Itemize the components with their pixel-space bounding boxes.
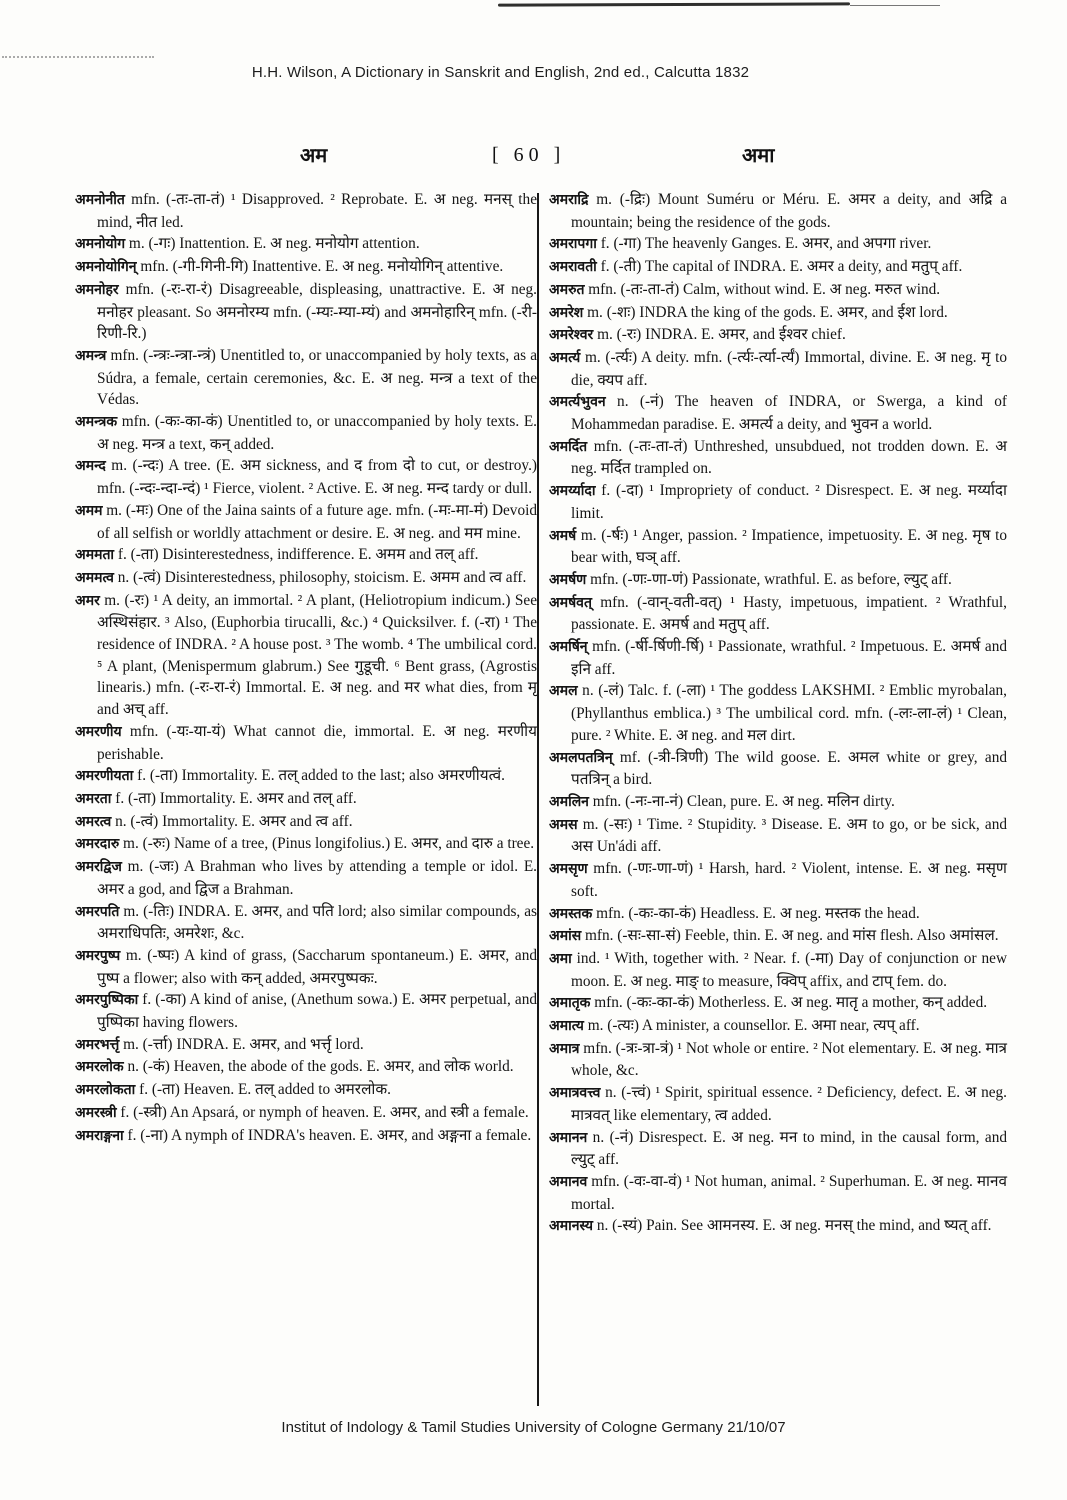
dictionary-entry <box>75 345 537 411</box>
entry-body: n. (-स्यं) Pain. See आमनस्य. E. अ neg. मनस् the mind, and ष्यत् aff. <box>593 1217 992 1235</box>
entry-headword: अममता <box>75 547 115 564</box>
entry-headword: अमात्र <box>549 1040 580 1057</box>
scan-artifact-line-thin <box>850 5 940 6</box>
entry-headword: अमरत्व <box>75 813 112 830</box>
entry-headword: अमांस <box>549 928 582 945</box>
entry-body: mfn. (-सः-सा-सं) Feeble, thin. E. अ neg. and मांस flesh. Also अमांसल. <box>581 927 999 945</box>
dictionary-entry <box>549 436 1007 480</box>
entry-headword: अमर्ष <box>549 527 577 544</box>
entry-body: mfn. (-यः-या-यं) What cannot die, immortal. E. अ neg. मरणीय perishable. <box>97 722 537 763</box>
dictionary-entry <box>549 925 1007 948</box>
entry-headword: अमरेश्वर <box>549 327 594 344</box>
entry-body: n. (-कं) Heaven, the abode of the gods. E. अमर, and लोक world. <box>123 1058 514 1076</box>
entry-headword: अमरदारु <box>75 836 120 853</box>
entry-headword: अमात्रवत्त्व <box>549 1085 601 1102</box>
entry-body: mfn. (-तः-ता-तं) Calm, without wind. E. अ neg. मरुत wind. <box>584 280 941 298</box>
entry-headword: अमरापगा <box>549 236 597 253</box>
dictionary-entry <box>75 567 537 590</box>
dictionary-entry <box>75 1056 537 1079</box>
entry-headword: अमनोनीत <box>75 192 125 208</box>
dictionary-entry <box>75 1125 537 1148</box>
dictionary-entry <box>549 324 1007 347</box>
entry-headword: अमरणीयता <box>75 768 134 785</box>
dictionary-entry <box>75 411 537 455</box>
dictionary-entry <box>549 747 1007 791</box>
entry-body: n. (-त्वं) Disinterestedness, philosophy, stoicism. E. अमम and त्व aff. <box>113 568 527 586</box>
entry-body: m. (-र्षः) ¹ Anger, passion. ² Impatience, impetuosity. E. अ neg. मृष to bear with, घञ् aff. <box>571 526 1007 567</box>
entry-body: n. (-नं) Disrespect. E. अ neg. मन to mind, in the causal form, and ल्युट् aff. <box>571 1128 1007 1169</box>
entry-headword: अमातृक <box>549 995 591 1012</box>
entry-body: mfn. (-तः-ता-तं) ¹ Disapproved. ² Reprobate. E. अ neg. मनस् the mind, नीत led. <box>97 191 537 231</box>
entry-body: mfn. (-कः-का-कं) Motherless. E. अ neg. मातृ a mother, कन् added. <box>590 994 988 1012</box>
dictionary-entry <box>549 992 1007 1015</box>
entry-headword: अमराद्रि <box>549 192 589 208</box>
dictionary-entry <box>75 233 537 256</box>
entry-body: mfn. (-वान्-वती-वत्) ¹ Hasty, impetuous, impatient. ² Wrathful, passionate. E. अमर्ष and मतुप् aff. <box>571 593 1007 634</box>
entry-body: m. (-न्दः) A tree. (E. अम sickness, and द from दो to cut, or destroy.) mfn. (-न्दः-न्दा-न्दं) ¹ Fierce, violent. ² Active. E. अ neg. मन्द tardy or dull. <box>97 457 537 498</box>
dictionary-entry <box>75 765 537 788</box>
entry-headword: अमर्षण <box>549 571 587 588</box>
dictionary-entry <box>549 569 1007 592</box>
entry-headword: अमर्त्य <box>549 349 581 366</box>
entry-body: f. (-का) A kind of anise, (Anethum sowa.) E. अमर perpetual, and पुष्पिका having flowers. <box>97 991 537 1032</box>
dictionary-entry <box>75 989 537 1033</box>
entry-headword: अमरद्विज <box>75 859 122 876</box>
dictionary-entry <box>75 279 537 345</box>
entry-body: mfn. (-गी-गिनी-गि) Inattentive. E. अ neg. मनोयोगिन् attentive. <box>136 258 504 276</box>
entry-headword: अमलपतत्रिन् <box>549 749 613 766</box>
entry-body: m. (-जः) A Brahman who lives by attending a temple or idol. E. अमर a god, and द्विज a Brahman. <box>97 858 537 898</box>
entry-body: mfn. (-णः-णा-णं) ¹ Harsh, hard. ² Violent, intense. E. अ neg. मसृण soft. <box>571 860 1007 900</box>
entry-headword: अमरणीय <box>75 723 122 740</box>
entry-headword: अमर्य्यादा <box>549 483 596 500</box>
entry-headword: अमन्त्र <box>75 347 107 364</box>
entry-body: n. (-त्त्वं) ¹ Spirit, spiritual essence. ² Deficiency, defect. E. अ neg. मात्रवत् like elementary, त्व added. <box>571 1084 1007 1124</box>
dictionary-entry <box>549 302 1007 325</box>
dictionary-entry <box>549 347 1007 391</box>
dictionary-entry <box>75 189 537 233</box>
entry-body: m. (-र्त्यः) A deity. mfn. (-र्त्यः-र्त्या-र्त्यं) Immortal, divine. E. अ neg. मृ to die, क्यप aff. <box>571 348 1007 389</box>
dictionary-entry <box>549 903 1007 926</box>
entry-headword: अमरेश <box>549 304 584 321</box>
entry-body: m. (-रुः) Name of a tree, (Pinus longifolius.) E. अमर, and दारु a tree. <box>119 835 535 853</box>
entry-body: mfn. (-कः-का-कं) Unentitled to, or unaccompanied by holy texts. E. अ neg. मन्त्र a text, कन् added. <box>97 413 537 453</box>
entry-body: mfn. (-त्रः-त्रा-त्रं) ¹ Not whole or entire. ² Not elementary. E. अ neg. मात्र whole, &c. <box>571 1039 1007 1080</box>
dictionary-entry <box>75 590 537 721</box>
dictionary-entry <box>75 833 537 856</box>
entry-headword: अमर्षिन् <box>549 639 588 656</box>
entry-body: mf. (-त्री-त्रिणी) The wild goose. E. अमल white or grey, and पतत्रिन् a bird. <box>571 748 1007 789</box>
dictionary-entry <box>549 1127 1007 1171</box>
entry-headword: अमनोयोगिन् <box>75 259 137 276</box>
entry-body: m. (-द्रिः) Mount Suméru or Méru. E. अमर a deity, and अद्रि a mountain; being the residence of the gods. <box>571 191 1007 231</box>
dictionary-entry <box>549 592 1007 636</box>
dictionary-entry <box>549 256 1007 279</box>
dictionary-entry <box>549 791 1007 814</box>
entry-body: mfn. (-र्षी-र्षिणी-र्षि) ¹ Passionate, wrathful. ² Impetuous. E. अमर्ष and इनि aff. <box>571 638 1007 678</box>
dictionary-entry <box>75 256 537 279</box>
entry-headword: अमानन <box>549 1129 588 1146</box>
dictionary-entry <box>75 1079 537 1102</box>
scan-artifact-dashes <box>2 56 154 58</box>
entry-body: m. (-शः) INDRA the king of the gods. E. अमर, and ईश lord. <box>583 303 948 321</box>
entry-body: m. (-सः) ¹ Time. ² Stupidity. ³ Disease. E. अम to go, or be sick, and अस Un'ádi aff. <box>571 815 1007 856</box>
entry-body: f. (-ता) Immortality. E. अमर and तल् aff. <box>111 789 357 807</box>
entry-headword: अमरस्त्री <box>75 1104 117 1121</box>
dictionary-entry <box>549 1215 1007 1238</box>
left-catchword: अम <box>300 143 328 167</box>
entry-body: mfn. (-कः-का-कं) Headless. E. अ neg. मस्तक the head. <box>592 904 920 922</box>
entry-body: mfn. (-वः-वा-वं) ¹ Not human, animal. ² Superhuman. E. अ neg. मानव mortal. <box>571 1172 1007 1213</box>
entry-headword: अमरुत <box>549 281 585 298</box>
dictionary-entry <box>75 455 537 499</box>
dictionary-entry <box>75 811 537 834</box>
dictionary-entry <box>549 1171 1007 1215</box>
dictionary-entry <box>75 500 537 544</box>
entry-headword: अमा <box>549 950 572 967</box>
dictionary-entry <box>549 391 1007 435</box>
entry-body: mfn. (-नः-ना-नं) Clean, pure. E. अ neg. मलिन dirty. <box>588 792 895 810</box>
column-divider <box>537 193 539 1406</box>
entry-body: mfn. (-तः-ता-तं) Unthreshed, unsubdued, not trodden down. E. अ neg. मर्दित trampled on. <box>571 437 1007 478</box>
page-number: [ 60 ] <box>492 144 566 166</box>
entry-headword: अमानव <box>549 1173 588 1190</box>
dictionary-entry <box>549 1015 1007 1038</box>
entry-headword: अमनोयोग <box>75 236 126 253</box>
entry-body: f. (-दा) ¹ Impropriety of conduct. ² Disrespect. E. अ neg. मर्य्यादा limit. <box>571 482 1007 522</box>
entry-headword: अमन्त्रक <box>75 414 118 431</box>
entry-headword: अमराङ्गना <box>75 1127 124 1144</box>
right-catchword: अमा <box>742 143 775 167</box>
entry-headword: अमरपुष्प <box>75 947 121 964</box>
entry-body: m. (-त्यः) A minister, a counsellor. E. अमा near, त्यप् aff. <box>583 1017 920 1035</box>
dictionary-entry <box>75 901 537 945</box>
entry-body: f. (-गा) The heavenly Ganges. E. अमर, and अपगा river. <box>596 235 932 253</box>
entry-headword: अमन्द <box>75 458 106 475</box>
scan-header-title: H.H. Wilson, A Dictionary in Sanskrit and English, 2nd ed., Calcutta 1832 <box>251 64 750 81</box>
entry-headword: अमस <box>549 816 578 833</box>
dictionary-entry <box>549 279 1007 302</box>
entry-body: m. (-गः) Inattention. E. अ neg. मनोयोग attention. <box>125 235 420 253</box>
entry-headword: अमर्दित <box>549 438 588 455</box>
entry-body: m. (-तिः) INDRA. E. अमर, and पति lord; also similar compounds, as अमराधिपतिः, अमरेशः, &c. <box>97 902 537 943</box>
dictionary-entry <box>549 480 1007 524</box>
entry-body: m. (-मः) One of the Jaina saints of a future age. mfn. (-मः-मा-मं) Devoid of all selfish or worldly attachment or desire. E. अ neg. and मम mine. <box>97 501 537 542</box>
entry-headword: अमल <box>549 683 578 700</box>
entry-body: n. (-त्वं) Immortality. E. अमर and त्व aff. <box>111 812 353 830</box>
entry-headword: अमरपति <box>75 903 120 920</box>
entry-headword: अममत्व <box>75 569 114 586</box>
entry-body: n. (-नं) The heaven of INDRA, or Swerga, a kind of Mohammedan paradise. E. अमर्त्य a deity, and भुवन a world. <box>571 393 1007 434</box>
entry-headword: अमरता <box>75 790 112 807</box>
dictionary-entry <box>75 1102 537 1125</box>
entry-headword: अमर्षवत् <box>549 594 592 611</box>
dictionary-entry <box>549 680 1007 746</box>
entry-headword: अमरलोक <box>75 1059 124 1076</box>
dictionary-entry <box>549 1038 1007 1082</box>
dictionary-entry <box>75 1034 537 1057</box>
entry-body: mfn. (-रः-रा-रं) Disagreeable, displeasing, unattractive. E. अ neg. मनोहर pleasant. So अमनोरम्य mfn. (-म्यः-म्या-म्यं) and अमनोहारिन् mfn. (-री-रिणी-रि.) <box>97 280 537 343</box>
left-column <box>75 189 537 1147</box>
entry-headword: अमस्तक <box>549 905 593 922</box>
entry-body: m. (-र्त्ता) INDRA. E. अमर, and भर्त्तृ lord. <box>119 1035 364 1053</box>
dictionary-entry <box>549 948 1007 992</box>
entry-body: ind. ¹ With, together with. ² Near. f. (-मा) Day of conjunction or new moon. E. अ neg. माङ् to measure, क्विप् affix, and टाप् fem. do. <box>571 949 1007 990</box>
entry-headword: अमरपुष्पिका <box>75 992 139 1009</box>
entry-body: m. (-रः) INDRA. E. अमर, and ईश्वर chief. <box>593 326 846 344</box>
entry-headword: अमसृण <box>549 861 588 878</box>
scan-artifact-line <box>498 2 850 6</box>
entry-body: n. (-लं) Talc. f. (-ला) ¹ The goddess LAKSHMI. ² Emblic myrobalan, (Phyllanthus emblica.) ³ The umbilical cord. mfn. (-लः-ला-लं) ¹ Clean, pure. ² White. E. अ neg. and मल dirt. <box>571 682 1007 744</box>
dictionary-entry <box>549 1082 1007 1126</box>
entry-body: m. (-रः) ¹ A deity, an immortal. ² A plant, (Heliotropium indicum.) See अस्थिसंहार. ³ Also, (Euphorbia tirucalli, &c.) ⁴ Quicksilver. f. (-रा) ¹ The residence of INDRA. ² A house post. ³ The womb. ⁴ The umbilical cord. ⁵ A plant, (Menispermum glabrum.) See गुडूची. ⁶ Bent grass, (Agrostis linearis.) mfn. (-रः-रा-रं) Immortal. E. अ neg. and मर what dies, from मृ and अच् aff. <box>97 591 537 719</box>
dictionary-entry <box>549 858 1007 902</box>
entry-headword: अमरावती <box>549 259 597 276</box>
dictionary-entry <box>549 525 1007 569</box>
entry-body: mfn. (-न्त्रः-न्त्रा-न्त्रं) Unentitled to, or unaccompanied by holy texts, as a Súdra, a female, certain ceremonies, &c. E. अ neg. मन्त्र a text of the Védas. <box>97 346 537 409</box>
entry-headword: अमर <box>75 592 100 609</box>
dictionary-entry <box>75 544 537 567</box>
entry-body: f. (-ना) A nymph of INDRA's heaven. E. अमर, and अङ्गना a female. <box>123 1126 532 1144</box>
dictionary-entry <box>549 189 1007 233</box>
entry-body: f. (-ता) Heaven. E. तल् added to अमरलोक. <box>135 1081 391 1099</box>
entry-headword: अमलिन <box>549 793 589 810</box>
entry-headword: अमानस्य <box>549 1218 594 1235</box>
dictionary-entry <box>549 233 1007 256</box>
dictionary-entry <box>75 856 537 900</box>
entry-headword: अमरलोकता <box>75 1082 136 1099</box>
entry-body: f. (-ता) Disinterestedness, indifference. E. अमम and तल् aff. <box>114 546 479 564</box>
entry-headword: अमनोहर <box>75 281 119 298</box>
entry-body: f. (-स्त्री) An Apsará, or nymph of heaven. E. अमर, and स्त्री a female. <box>116 1103 529 1121</box>
entry-body: f. (-ता) Immortality. E. तल् added to the last; also अमरणीयत्वं. <box>133 767 506 785</box>
right-column <box>549 189 1007 1238</box>
dictionary-entry <box>75 788 537 811</box>
dictionary-entry <box>75 721 537 765</box>
dictionary-entry <box>549 636 1007 680</box>
entry-headword: अमरभर्त्तृ <box>75 1036 120 1053</box>
entry-body: f. (-ती) The capital of INDRA. E. अमर a deity, and मतुप् aff. <box>596 258 963 276</box>
scan-footer: Institut of Indology & Tamil Studies University of Cologne Germany 21/10/07 <box>281 1419 786 1436</box>
dictionary-entry <box>549 814 1007 858</box>
entry-headword: अमम <box>75 502 103 519</box>
entry-headword: अमर्त्यभुवन <box>549 394 606 411</box>
entry-headword: अमात्य <box>549 1018 584 1035</box>
entry-body: mfn. (-णः-णा-णं) Passionate, wrathful. E. as before, ल्युट् aff. <box>586 570 952 588</box>
entry-body: m. (-ष्पः) A kind of grass, (Saccharum spontaneum.) E. अमर, and पुष्प a flower; also with कन् added, अमरपुष्पकः. <box>97 946 537 987</box>
dictionary-entry <box>75 945 537 989</box>
